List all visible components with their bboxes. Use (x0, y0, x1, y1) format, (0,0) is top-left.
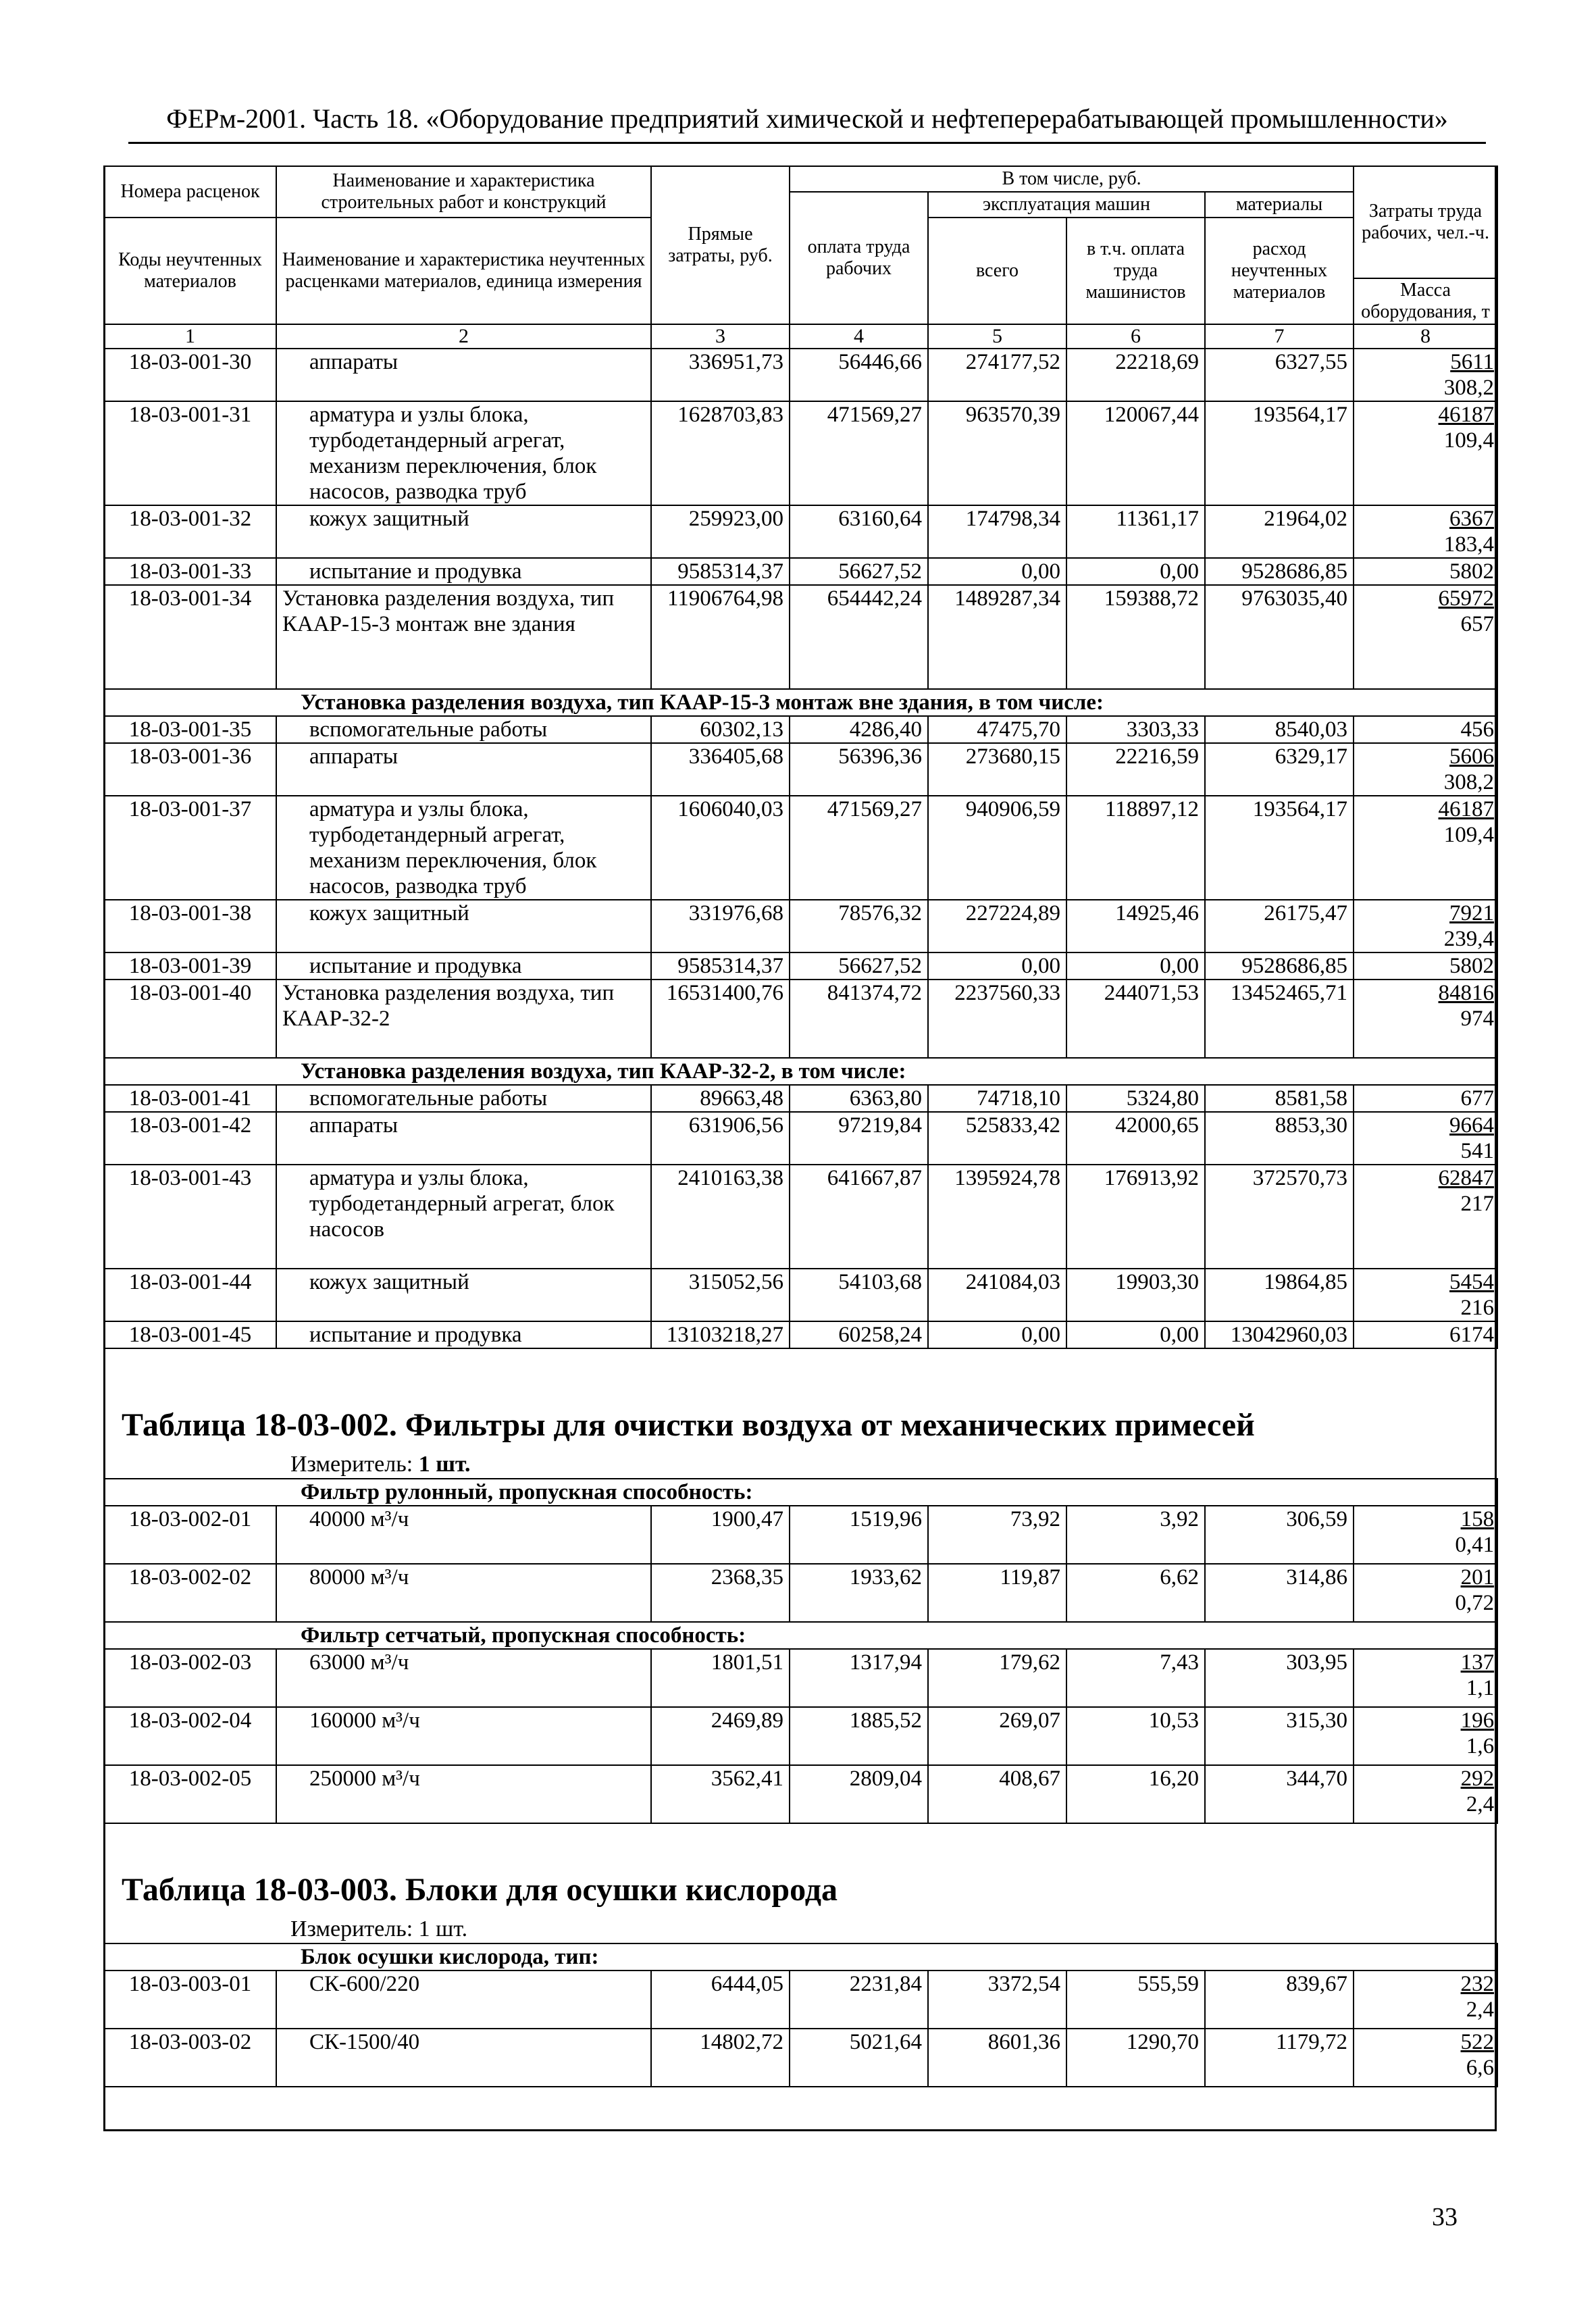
labor-cost: 5611 (1450, 350, 1495, 374)
table-body (104, 349, 1497, 1348)
rate-code: 18-03-001-30 (104, 349, 276, 401)
rate-code: 18-03-001-44 (104, 1269, 276, 1321)
labor-mass-cell (1354, 1165, 1497, 1269)
machinist-pay: 1290,70 (1066, 2029, 1205, 2087)
rate-code: 18-03-001-45 (104, 1321, 276, 1348)
labor-cost: 522 (1460, 2030, 1495, 2054)
labor-mass-cell (1354, 401, 1497, 505)
machinist-pay: 16,20 (1066, 1765, 1205, 1823)
table-row (104, 1165, 1497, 1269)
equipment-mass: 308,2 (1443, 770, 1495, 794)
machines-total: 174798,34 (928, 505, 1066, 558)
labor-pay: 54103,68 (790, 1269, 928, 1321)
labor-pay: 841374,72 (790, 980, 928, 1058)
rate-code: 18-03-001-38 (104, 900, 276, 952)
col-machines: эксплуатация машин (928, 192, 1205, 218)
labor-cost: 65972 (1438, 586, 1495, 611)
table-title-18-03-002: Таблица 18-03-002. Фильтры для очистки воздуха от механических примесей (122, 1407, 1255, 1443)
direct-cost: 1628703,83 (651, 401, 790, 505)
equipment-mass: 308,2 (1443, 376, 1495, 400)
materials-cost: 9528686,85 (1205, 952, 1354, 980)
rate-code: 18-03-001-35 (104, 716, 276, 743)
machinist-pay: 120067,44 (1066, 401, 1205, 505)
section-row (104, 1479, 1497, 1506)
table-row (104, 900, 1497, 952)
machines-total: 274177,52 (928, 349, 1066, 401)
machines-total: 74718,10 (928, 1085, 1066, 1112)
machinist-pay: 22218,69 (1066, 349, 1205, 401)
labor-pay: 471569,27 (790, 796, 928, 900)
labor-pay: 654442,24 (790, 585, 928, 689)
labor-cost: 201 (1460, 1565, 1495, 1590)
section-label: Фильтр рулонный, пропускная способность: (104, 1479, 1497, 1506)
col-number: 8 (1354, 324, 1497, 349)
machines-total: 119,87 (928, 1564, 1066, 1622)
materials-cost: 21964,02 (1205, 505, 1354, 558)
work-name: аппараты (276, 1112, 651, 1165)
machinist-pay: 0,00 (1066, 558, 1205, 585)
col-name-top: Наименование и характеристика строительных работ и конструкций (276, 166, 651, 218)
col-number: 4 (790, 324, 928, 349)
table-row (104, 716, 1497, 743)
labor-cost: 46187 (1438, 403, 1495, 427)
machinist-pay: 3,92 (1066, 1506, 1205, 1564)
section-row (104, 689, 1497, 716)
work-name: вспомогательные работы (276, 1085, 651, 1112)
direct-cost: 6444,05 (651, 1971, 790, 2029)
work-name: 40000 м³/ч (276, 1506, 651, 1564)
rate-code: 18-03-001-31 (104, 401, 276, 505)
table-row (104, 1506, 1497, 1564)
labor-pay: 60258,24 (790, 1321, 928, 1348)
measure-unit: Измеритель: 1 шт. (290, 1916, 468, 1941)
rate-code: 18-03-001-42 (104, 1112, 276, 1165)
materials-cost: 26175,47 (1205, 900, 1354, 952)
table-header (104, 166, 1497, 349)
direct-cost: 631906,56 (651, 1112, 790, 1165)
col-number: 2 (276, 324, 651, 349)
materials-cost: 315,30 (1205, 1707, 1354, 1765)
rate-code: 18-03-001-33 (104, 558, 276, 585)
col-name-bottom: Наименование и характеристика неучтенных расценками материалов, единица измерения (276, 218, 651, 324)
equipment-mass: 1,1 (1466, 1676, 1495, 1700)
machines-total: 269,07 (928, 1707, 1066, 1765)
machines-total: 8601,36 (928, 2029, 1066, 2087)
labor-cost: 5454 (1449, 1270, 1495, 1294)
materials-cost: 839,67 (1205, 1971, 1354, 2029)
measure-unit (290, 1451, 471, 1478)
direct-cost: 16531400,76 (651, 980, 790, 1058)
labor-pay: 1885,52 (790, 1707, 928, 1765)
labor-pay: 4286,40 (790, 716, 928, 743)
table-row (104, 1649, 1497, 1707)
work-name: арматура и узлы блока, турбодетандерный агрегат, механизм переключения, блок насосов, разводка труб (276, 401, 651, 505)
labor-pay: 2231,84 (790, 1971, 928, 2029)
page-header: ФЕРм-2001. Часть 18. «Оборудование предприятий химической и нефтеперерабатывающей промышленности» (166, 103, 1448, 134)
table-row (104, 505, 1497, 558)
measure-label: Измеритель: (290, 1452, 413, 1477)
direct-cost: 315052,56 (651, 1269, 790, 1321)
work-name: кожух защитный (276, 900, 651, 952)
table-row (104, 349, 1497, 401)
table-row (104, 1564, 1497, 1622)
col-code-bottom: Коды неучтенных материалов (104, 218, 276, 324)
machinist-pay: 244071,53 (1066, 980, 1205, 1058)
table-row (104, 980, 1497, 1058)
work-name: 80000 м³/ч (276, 1564, 651, 1622)
section-label: Фильтр сетчатый, пропускная способность: (104, 1622, 1497, 1649)
col-direct: Прямые затраты, руб. (651, 166, 790, 324)
col-labor-pay: оплата труда рабочих (790, 192, 928, 324)
work-name: кожух защитный (276, 1269, 651, 1321)
work-name: аппараты (276, 743, 651, 796)
labor-mass-cell (1354, 900, 1497, 952)
work-name: кожух защитный (276, 505, 651, 558)
section-label: Установка разделения воздуха, тип КААР-15-3 монтаж вне здания, в том числе: (104, 689, 1497, 716)
table-row (104, 743, 1497, 796)
machines-total: 1395924,78 (928, 1165, 1066, 1269)
work-name: СК-600/220 (276, 1971, 651, 2029)
labor-cost: 84816 (1438, 981, 1495, 1005)
header-rule (128, 142, 1486, 144)
machines-total: 227224,89 (928, 900, 1066, 952)
equipment-mass: 109,4 (1443, 428, 1495, 453)
materials-cost: 13042960,03 (1205, 1321, 1354, 1348)
page-number: 33 (1432, 2203, 1458, 2231)
labor-cost: 292 (1460, 1766, 1495, 1791)
table-row (104, 1765, 1497, 1823)
machines-total: 963570,39 (928, 401, 1066, 505)
direct-cost: 3562,41 (651, 1765, 790, 1823)
direct-cost: 60302,13 (651, 716, 790, 743)
equipment-mass: 0,72 (1455, 1591, 1495, 1615)
work-name: 160000 м³/ч (276, 1707, 651, 1765)
machinist-pay: 11361,17 (1066, 505, 1205, 558)
machines-total: 273680,15 (928, 743, 1066, 796)
col-labor-cost: Затраты труда рабочих, чел.-ч. (1354, 166, 1497, 278)
table-row (104, 585, 1497, 689)
table-row (104, 401, 1497, 505)
rate-code: 18-03-002-05 (104, 1765, 276, 1823)
labor-mass-cell (1354, 796, 1497, 900)
labor-pay: 78576,32 (790, 900, 928, 952)
rate-code: 18-03-003-01 (104, 1971, 276, 2029)
direct-cost: 2410163,38 (651, 1165, 790, 1269)
work-name: испытание и продувка (276, 952, 651, 980)
col-incl: В том числе, руб. (790, 166, 1354, 192)
labor-mass-cell (1354, 716, 1497, 743)
machinist-pay: 3303,33 (1066, 716, 1205, 743)
labor-pay: 56627,52 (790, 952, 928, 980)
machines-total: 241084,03 (928, 1269, 1066, 1321)
labor-pay: 1519,96 (790, 1506, 928, 1564)
labor-cost: 9664 (1449, 1113, 1495, 1138)
machinist-pay: 176913,92 (1066, 1165, 1205, 1269)
table-row (104, 796, 1497, 900)
labor-mass-cell (1354, 349, 1497, 401)
labor-cost: 232 (1460, 1972, 1495, 1996)
table-row (104, 1707, 1497, 1765)
labor-cost: 6367 (1449, 507, 1495, 531)
materials-cost: 193564,17 (1205, 401, 1354, 505)
col-mass: Масса оборудования, т (1354, 278, 1497, 324)
labor-cost: 46187 (1438, 797, 1495, 821)
col-machines-total: всего (928, 218, 1066, 324)
machines-total: 525833,42 (928, 1112, 1066, 1165)
machines-total: 1489287,34 (928, 585, 1066, 689)
direct-cost: 336951,73 (651, 349, 790, 401)
labor-mass-cell (1354, 743, 1497, 796)
materials-cost: 8581,58 (1205, 1085, 1354, 1112)
machinist-pay: 42000,65 (1066, 1112, 1205, 1165)
section-row (104, 1943, 1497, 1971)
work-name: Установка разделения воздуха, тип КААР-15-3 монтаж вне здания (276, 585, 651, 689)
machines-total: 0,00 (928, 558, 1066, 585)
rate-code: 18-03-001-39 (104, 952, 276, 980)
rates-table-18-03-002 (103, 1478, 1498, 1824)
work-name: вспомогательные работы (276, 716, 651, 743)
col-number: 5 (928, 324, 1066, 349)
rate-code: 18-03-002-01 (104, 1506, 276, 1564)
machinist-pay: 5324,80 (1066, 1085, 1205, 1112)
table-body (104, 1479, 1497, 1823)
equipment-mass: 2,4 (1466, 1792, 1495, 1816)
labor-mass-cell (1354, 2029, 1497, 2087)
section-row (104, 1622, 1497, 1649)
labor-pay: 2809,04 (790, 1765, 928, 1823)
direct-cost: 1606040,03 (651, 796, 790, 900)
machines-total: 2237560,33 (928, 980, 1066, 1058)
materials-cost: 306,59 (1205, 1506, 1354, 1564)
labor-pay: 63160,64 (790, 505, 928, 558)
labor-pay: 56627,52 (790, 558, 928, 585)
materials-cost: 9528686,85 (1205, 558, 1354, 585)
equipment-mass: 6,6 (1466, 2056, 1495, 2080)
rate-code: 18-03-002-02 (104, 1564, 276, 1622)
machinist-pay: 0,00 (1066, 1321, 1205, 1348)
table-row (104, 1269, 1497, 1321)
labor-mass-cell (1354, 1707, 1497, 1765)
table-row (104, 1085, 1497, 1112)
materials-cost: 8853,30 (1205, 1112, 1354, 1165)
materials-cost: 1179,72 (1205, 2029, 1354, 2087)
col-materials-use: расход неучтенных материалов (1205, 218, 1354, 324)
section-label: Блок осушки кислорода, тип: (104, 1943, 1497, 1971)
labor-pay: 5021,64 (790, 2029, 928, 2087)
equipment-mass: 1,6 (1466, 1734, 1495, 1758)
direct-cost: 9585314,37 (651, 558, 790, 585)
labor-pay: 97219,84 (790, 1112, 928, 1165)
direct-cost: 14802,72 (651, 2029, 790, 2087)
rates-table-18-03-001 (103, 166, 1498, 1349)
table-body (104, 1943, 1497, 2087)
labor-mass-cell (1354, 1564, 1497, 1622)
labor-pay: 6363,80 (790, 1085, 928, 1112)
materials-cost: 8540,03 (1205, 716, 1354, 743)
machines-total: 0,00 (928, 952, 1066, 980)
machinist-pay: 14925,46 (1066, 900, 1205, 952)
labor-mass-cell (1354, 1269, 1497, 1321)
equipment-mass: 657 (1460, 612, 1495, 636)
labor-cost: 5802 (1449, 559, 1495, 584)
labor-mass-cell (1354, 1649, 1497, 1707)
machines-total: 408,67 (928, 1765, 1066, 1823)
machinist-pay: 118897,12 (1066, 796, 1205, 900)
materials-cost: 9763035,40 (1205, 585, 1354, 689)
machines-total: 179,62 (928, 1649, 1066, 1707)
labor-pay: 1317,94 (790, 1649, 928, 1707)
labor-cost: 456 (1460, 717, 1495, 742)
rate-code: 18-03-001-32 (104, 505, 276, 558)
materials-cost: 344,70 (1205, 1765, 1354, 1823)
direct-cost: 336405,68 (651, 743, 790, 796)
table-title-18-03-003: Таблица 18-03-003. Блоки для осушки кислорода (122, 1872, 838, 1908)
direct-cost: 2368,35 (651, 1564, 790, 1622)
col-number: 6 (1066, 324, 1205, 349)
machines-total: 0,00 (928, 1321, 1066, 1348)
direct-cost: 11906764,98 (651, 585, 790, 689)
work-name: испытание и продувка (276, 558, 651, 585)
labor-mass-cell (1354, 1085, 1497, 1112)
labor-pay: 1933,62 (790, 1564, 928, 1622)
rate-code: 18-03-001-36 (104, 743, 276, 796)
col-number: 3 (651, 324, 790, 349)
work-name: арматура и узлы блока, турбодетандерный агрегат, блок насосов (276, 1165, 651, 1269)
labor-cost: 137 (1460, 1650, 1495, 1675)
equipment-mass: 109,4 (1443, 823, 1495, 847)
labor-mass-cell (1354, 1321, 1497, 1348)
table-row (104, 1321, 1497, 1348)
labor-mass-cell (1354, 558, 1497, 585)
direct-cost: 9585314,37 (651, 952, 790, 980)
work-name: арматура и узлы блока, турбодетандерный агрегат, механизм переключения, блок насосов, разводка труб (276, 796, 651, 900)
rate-code: 18-03-001-40 (104, 980, 276, 1058)
rate-code: 18-03-002-03 (104, 1649, 276, 1707)
equipment-mass: 2,4 (1466, 1998, 1495, 2022)
labor-mass-cell (1354, 1971, 1497, 2029)
direct-cost: 89663,48 (651, 1085, 790, 1112)
work-name: аппараты (276, 349, 651, 401)
rate-code: 18-03-002-04 (104, 1707, 276, 1765)
work-name: Установка разделения воздуха, тип КААР-32-2 (276, 980, 651, 1058)
labor-mass-cell (1354, 505, 1497, 558)
labor-pay: 56446,66 (790, 349, 928, 401)
labor-mass-cell (1354, 1112, 1497, 1165)
machinist-pay: 7,43 (1066, 1649, 1205, 1707)
machines-total: 47475,70 (928, 716, 1066, 743)
work-name: испытание и продувка (276, 1321, 651, 1348)
equipment-mass: 217 (1460, 1192, 1495, 1216)
machines-total: 940906,59 (928, 796, 1066, 900)
labor-mass-cell (1354, 980, 1497, 1058)
direct-cost: 1801,51 (651, 1649, 790, 1707)
labor-cost: 196 (1460, 1708, 1495, 1733)
equipment-mass: 974 (1460, 1007, 1495, 1031)
section-label: Установка разделения воздуха, тип КААР-32-2, в том числе: (104, 1058, 1497, 1085)
machinist-pay: 159388,72 (1066, 585, 1205, 689)
labor-cost: 62847 (1438, 1166, 1495, 1190)
rate-code: 18-03-001-43 (104, 1165, 276, 1269)
machines-total: 73,92 (928, 1506, 1066, 1564)
materials-cost: 314,86 (1205, 1564, 1354, 1622)
work-name: 63000 м³/ч (276, 1649, 651, 1707)
labor-pay: 641667,87 (790, 1165, 928, 1269)
materials-cost: 193564,17 (1205, 796, 1354, 900)
materials-cost: 303,95 (1205, 1649, 1354, 1707)
equipment-mass: 239,4 (1443, 927, 1495, 951)
machinist-pay: 10,53 (1066, 1707, 1205, 1765)
labor-cost: 677 (1460, 1086, 1495, 1111)
col-number: 1 (104, 324, 276, 349)
direct-cost: 13103218,27 (651, 1321, 790, 1348)
direct-cost: 1900,47 (651, 1506, 790, 1564)
materials-cost: 372570,73 (1205, 1165, 1354, 1269)
rates-table-18-03-003 (103, 1943, 1498, 2087)
direct-cost: 2469,89 (651, 1707, 790, 1765)
labor-cost: 7921 (1449, 901, 1495, 925)
labor-mass-cell (1354, 1765, 1497, 1823)
equipment-mass: 0,41 (1455, 1533, 1495, 1557)
work-name: 250000 м³/ч (276, 1765, 651, 1823)
labor-cost: 5606 (1449, 744, 1495, 769)
machinist-pay: 19903,30 (1066, 1269, 1205, 1321)
direct-cost: 331976,68 (651, 900, 790, 952)
machinist-pay: 0,00 (1066, 952, 1205, 980)
col-number: 7 (1205, 324, 1354, 349)
labor-cost: 158 (1460, 1507, 1495, 1531)
labor-cost: 5802 (1449, 954, 1495, 978)
machines-total: 3372,54 (928, 1971, 1066, 2029)
machinist-pay: 6,62 (1066, 1564, 1205, 1622)
materials-cost: 13452465,71 (1205, 980, 1354, 1058)
col-materials: материалы (1205, 192, 1354, 218)
rate-code: 18-03-001-34 (104, 585, 276, 689)
section-row (104, 1058, 1497, 1085)
machinist-pay: 22216,59 (1066, 743, 1205, 796)
materials-cost: 19864,85 (1205, 1269, 1354, 1321)
direct-cost: 259923,00 (651, 505, 790, 558)
work-name: СК-1500/40 (276, 2029, 651, 2087)
materials-cost: 6327,55 (1205, 349, 1354, 401)
col-machinist-pay: в т.ч. оплата труда машинистов (1066, 218, 1205, 324)
rate-code: 18-03-003-02 (104, 2029, 276, 2087)
labor-mass-cell (1354, 585, 1497, 689)
table-row (104, 2029, 1497, 2087)
labor-mass-cell (1354, 952, 1497, 980)
equipment-mass: 541 (1460, 1139, 1495, 1163)
measure-value: 1 шт. (418, 1452, 471, 1477)
labor-cost: 6174 (1449, 1323, 1495, 1347)
col-code-top: Номера расценок (104, 166, 276, 218)
table-row (104, 1112, 1497, 1165)
materials-cost: 6329,17 (1205, 743, 1354, 796)
labor-pay: 471569,27 (790, 401, 928, 505)
table-row (104, 952, 1497, 980)
rate-code: 18-03-001-41 (104, 1085, 276, 1112)
machinist-pay: 555,59 (1066, 1971, 1205, 2029)
equipment-mass: 216 (1460, 1296, 1495, 1320)
table-row (104, 558, 1497, 585)
labor-pay: 56396,36 (790, 743, 928, 796)
equipment-mass: 183,4 (1443, 532, 1495, 557)
labor-mass-cell (1354, 1506, 1497, 1564)
table-row (104, 1971, 1497, 2029)
rate-code: 18-03-001-37 (104, 796, 276, 900)
